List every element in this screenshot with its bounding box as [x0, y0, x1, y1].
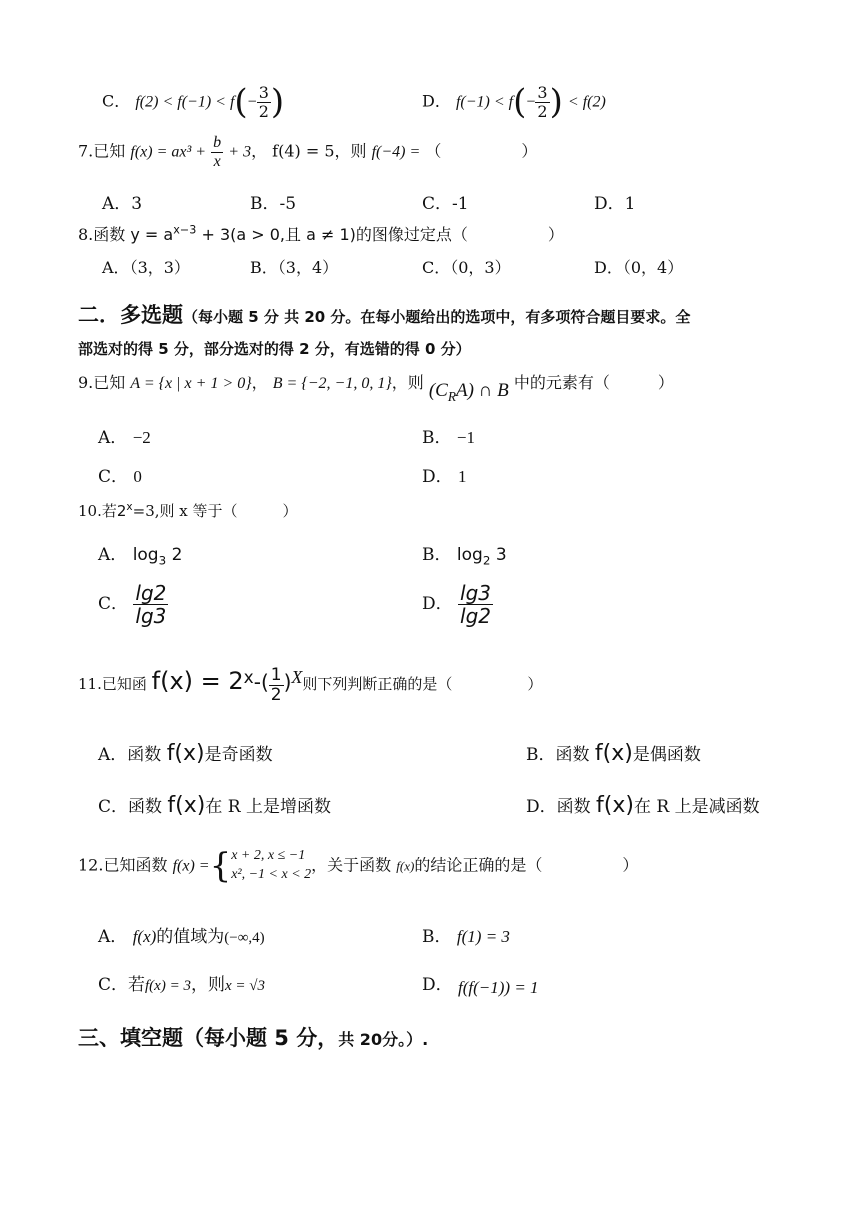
q10-option-a	[98, 540, 182, 567]
option-text: ，则	[190, 975, 225, 995]
option-value: −2	[132, 428, 151, 447]
log-arg: 2	[171, 545, 183, 565]
paren-close: )	[270, 82, 285, 122]
q10-option-b	[422, 540, 507, 567]
option-text: 在 R 上是增函数	[205, 797, 331, 817]
option-text: 函数	[128, 797, 163, 817]
q8-option-c	[422, 255, 511, 278]
stem-text: 已知	[93, 373, 126, 392]
math-expr: x = √3	[224, 978, 265, 994]
option-value: （0，3）	[450, 258, 511, 277]
math-expr: (C	[428, 380, 448, 401]
option-value: （0，4）	[622, 258, 684, 277]
q8-option-b	[250, 255, 338, 278]
option-label: C．	[98, 467, 129, 487]
stem-text: 则	[350, 141, 367, 161]
frac-num: lg2	[135, 581, 167, 605]
stem-text: 的图像过定点（ ）	[355, 225, 564, 244]
log-base: 2	[482, 553, 491, 568]
frac-den: lg2	[460, 604, 492, 628]
option-label: C．	[98, 594, 129, 614]
subscript: R	[447, 388, 456, 404]
stem-text: 函数	[93, 225, 126, 244]
section-title: 三、填空题（每小题 5 分，	[78, 1026, 339, 1050]
option-label: B．	[250, 194, 280, 214]
frac-den: 2	[537, 101, 548, 121]
section-title: 二．多选题	[78, 303, 183, 327]
minus-sign: −	[526, 93, 536, 111]
math-expr: < f(2)	[567, 93, 606, 111]
case-1: x + 2, x ≤ −1	[231, 848, 306, 864]
section-3-heading	[78, 1022, 428, 1052]
log-arg: 3	[495, 545, 507, 565]
math-expr: f(−4) =	[371, 143, 421, 161]
option-label: A．	[102, 194, 132, 214]
math-expr: A) ∩ B	[455, 380, 509, 401]
option-text: 函数	[127, 745, 162, 765]
answer-blank: （ ）	[425, 141, 538, 161]
minus-sign: −	[247, 93, 257, 111]
q12-option-d	[422, 970, 453, 995]
stem-text: ，则	[391, 373, 424, 392]
section-desc: （每小题 5 分 共 20 分。在每小题给出的选项中，有多项符合题目要求。全	[183, 308, 691, 326]
paren-open: (	[513, 82, 527, 122]
option-label: D．	[594, 258, 623, 277]
option-value: 1	[624, 194, 636, 214]
option-label: B．	[422, 545, 452, 565]
q12-stem	[78, 846, 638, 886]
math-expr: f(x)	[132, 927, 157, 946]
option-value: 1	[458, 467, 467, 486]
option-label: D．	[422, 975, 453, 995]
stem-text: 已知函	[101, 675, 147, 694]
math-expr: f(−1) < f	[455, 93, 514, 111]
math-expr: -(	[253, 670, 269, 695]
option-label: B．	[526, 745, 556, 765]
option-label: A．	[98, 545, 128, 565]
fraction	[133, 582, 168, 627]
option-value: −1	[456, 428, 475, 447]
option-text: 在 R 上是减函数	[633, 797, 760, 817]
option-value: -5	[279, 194, 297, 214]
fraction	[535, 84, 549, 120]
q10-option-d	[422, 582, 493, 627]
q10-option-c	[98, 582, 168, 627]
option-label: D．	[422, 91, 451, 111]
case-2: x², −1 < x < 2	[231, 867, 312, 882]
q8-option-a	[102, 255, 190, 278]
stem-text: =3,则 x 等于（ ）	[132, 502, 298, 520]
stem-text: 已知	[93, 141, 126, 161]
option-label: D．	[422, 594, 453, 614]
math-expr: f(x)	[167, 793, 206, 818]
math-expr: A = {x | x + 1 > 0}	[130, 375, 252, 392]
q11-option-b	[526, 740, 701, 766]
option-value: （3，3）	[129, 258, 190, 277]
separator: ，	[251, 373, 268, 392]
stem-text: 则下列判断正确的是（ ）	[302, 675, 543, 694]
exponent: x	[126, 501, 133, 513]
question-number: 10.	[78, 502, 102, 520]
math-expr: + 3(a > 0,且 a ≠ 1)	[201, 225, 356, 244]
paren-open: (	[234, 82, 248, 122]
q8-stem	[78, 222, 564, 245]
stem-text: 中的元素有（ ）	[513, 373, 674, 392]
q6-option-d	[422, 82, 606, 122]
q12-option-a	[98, 922, 265, 947]
option-value: -1	[452, 194, 469, 214]
question-number: 9.	[78, 373, 94, 392]
frac-den: 2	[258, 101, 269, 121]
option-label: A．	[102, 258, 130, 277]
option-text: 是偶函数	[632, 745, 701, 765]
math-expr: )	[283, 670, 292, 695]
math-expr: f(x)	[594, 741, 633, 766]
option-label: C．	[422, 194, 453, 214]
q12-option-d-expr	[458, 978, 539, 998]
frac-num: 3	[258, 82, 269, 102]
option-label: D．	[594, 194, 625, 214]
section-2-heading	[78, 299, 690, 329]
stem-text: 若	[101, 502, 117, 520]
option-label: C．	[98, 797, 129, 817]
frac-den: lg3	[135, 604, 167, 628]
option-label: B．	[422, 927, 452, 947]
math-expr: f(x) = 2	[151, 667, 244, 696]
frac-num: 1	[270, 665, 282, 685]
math-expr: f(x) = 3	[145, 978, 191, 994]
option-value: 3	[131, 194, 143, 214]
math-expr: f(1) = 3	[456, 927, 510, 946]
option-label: B．	[250, 258, 278, 277]
q12-option-b	[422, 922, 510, 947]
math-expr: f(x) = ax³ +	[130, 143, 207, 161]
q9-option-a	[98, 423, 151, 448]
option-label: A．	[98, 428, 128, 448]
option-value: （3，4）	[277, 258, 339, 277]
fraction	[458, 582, 493, 627]
stem-text: 的结论正确的是（ ）	[414, 855, 639, 875]
option-text: 若	[128, 975, 146, 995]
left-brace: {	[209, 846, 232, 886]
q7-stem	[78, 134, 537, 170]
frac-den: 2	[270, 684, 282, 705]
q11-stem	[78, 666, 542, 704]
q9-stem	[78, 370, 674, 404]
section-title: 共 20分。）.	[338, 1030, 429, 1049]
math-expr: B = {−2, −1, 0, 1}	[272, 375, 392, 392]
condition-text: ， f(4) = 5，	[251, 141, 351, 161]
section-2-desc-line2: 部选对的得 5 分，部分选对的得 2 分，有选错的得 0 分）	[78, 340, 471, 358]
q12-option-c	[98, 970, 265, 995]
q7-option-d	[594, 189, 635, 214]
option-value: 0	[133, 467, 142, 486]
question-number: 7.	[78, 141, 94, 161]
log-fn: log	[132, 545, 159, 565]
frac-num: lg3	[460, 581, 492, 605]
option-text: 函数	[556, 797, 591, 817]
piecewise-cases	[231, 847, 311, 885]
exponent: X	[291, 667, 303, 688]
q11-option-c	[98, 792, 331, 818]
option-label: D．	[526, 797, 557, 817]
math-expr: f(x)	[166, 741, 205, 766]
q10-stem	[78, 500, 298, 521]
q7-option-a	[102, 189, 142, 214]
math-base: 2	[116, 502, 127, 520]
q6-option-c	[102, 82, 284, 122]
q11-option-a	[98, 740, 273, 766]
option-label: C．	[102, 91, 131, 111]
q7-option-b	[250, 189, 296, 214]
frac-den: x	[213, 152, 221, 170]
frac-num: 3	[537, 82, 548, 102]
question-number: 12.	[78, 855, 104, 875]
option-label: A．	[98, 745, 128, 765]
fraction	[257, 84, 271, 120]
option-label: D．	[422, 467, 453, 487]
log-base: 3	[158, 553, 167, 568]
q11-option-d	[526, 792, 760, 818]
question-number: 8.	[78, 225, 94, 244]
paren-close: )	[549, 82, 563, 122]
option-text: 的值域为	[156, 927, 225, 947]
q9-option-c	[98, 462, 142, 487]
math-expr: f(x)	[396, 858, 415, 874]
question-number: 11.	[78, 675, 102, 694]
math-expr: f(2) < f(−1) < f	[135, 93, 235, 111]
option-label: A．	[98, 927, 128, 947]
stem-text: 已知函数	[103, 855, 168, 875]
fraction	[269, 666, 284, 704]
exponent: x−3	[173, 223, 197, 237]
q9-option-b	[422, 423, 475, 448]
math-expr: (−∞,4)	[224, 930, 265, 946]
complement-expr	[428, 380, 509, 404]
option-label: C．	[98, 975, 129, 995]
option-label: B．	[422, 428, 452, 448]
math-expr: y = a	[130, 225, 174, 244]
exponent: x	[243, 668, 254, 689]
math-expr: f(f(−1)) = 1	[458, 978, 539, 997]
frac-num: b	[213, 134, 222, 151]
log-fn: log	[456, 545, 483, 565]
math-expr: f(x) =	[172, 857, 210, 875]
q8-option-d	[594, 255, 683, 278]
stem-text: ，关于函数	[311, 855, 392, 875]
math-expr: f(x)	[596, 793, 634, 818]
option-text: 是奇函数	[204, 745, 273, 765]
q9-option-d	[422, 462, 467, 487]
math-expr: + 3	[228, 143, 252, 161]
option-text: 函数	[555, 745, 590, 765]
q7-option-c	[422, 189, 469, 214]
fraction	[211, 134, 223, 170]
option-label: C．	[422, 258, 451, 277]
